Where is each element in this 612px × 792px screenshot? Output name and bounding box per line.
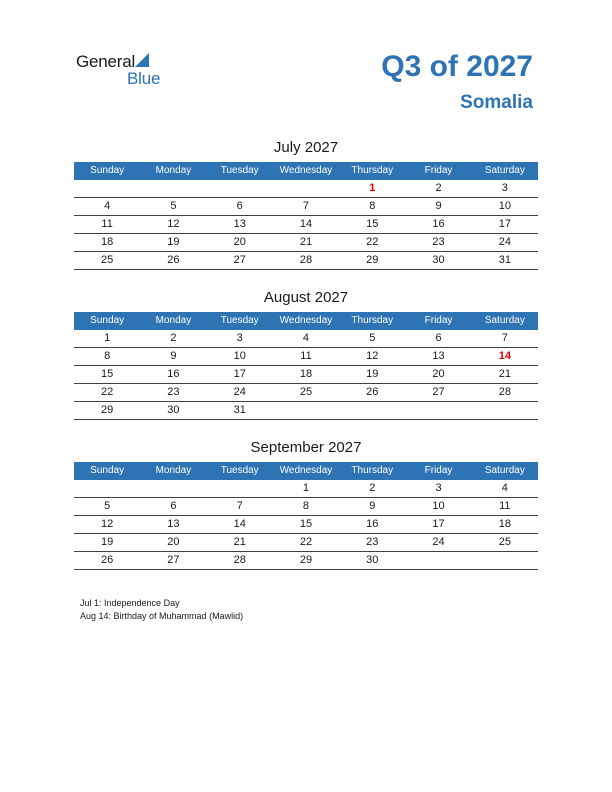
- day-cell: 14: [299, 218, 313, 230]
- day-cell: 9: [435, 200, 442, 212]
- weekday-label: Thursday: [351, 315, 394, 326]
- weekday-label: Monday: [155, 165, 192, 176]
- day-cell: 23: [167, 386, 180, 398]
- country-name: Somalia: [460, 92, 533, 113]
- weekday-label: Wednesday: [279, 165, 333, 176]
- weekday-label: Monday: [155, 465, 192, 476]
- weekday-label: Tuesday: [220, 165, 259, 176]
- day-cell: 16: [167, 368, 180, 380]
- day-cell: 6: [435, 332, 442, 344]
- day-cell: 31: [498, 254, 511, 266]
- day-cell: 24: [233, 386, 246, 398]
- day-cell: 3: [501, 182, 508, 194]
- day-cell: 5: [369, 332, 376, 344]
- day-cell: [472, 552, 538, 569]
- day-cell: 24: [432, 536, 445, 548]
- day-cell: 8: [302, 500, 310, 512]
- day-cell: 8: [104, 350, 111, 362]
- day-cell: [140, 180, 206, 197]
- month-title: July 2027: [273, 139, 339, 156]
- weekday-label: Wednesday: [279, 465, 333, 476]
- week-row: [74, 384, 538, 402]
- day-cell: 27: [233, 254, 246, 266]
- month-title: September 2027: [250, 439, 362, 456]
- day-cell: [405, 552, 471, 569]
- day-cell: 13: [233, 218, 246, 230]
- day-cell: [339, 402, 405, 419]
- day-cell: [140, 480, 206, 497]
- day-cell: 19: [167, 236, 180, 248]
- page-title: Q3 of 2027: [381, 50, 533, 83]
- day-cell: 25: [101, 254, 114, 266]
- day-cell: 12: [366, 350, 379, 362]
- week-row: [74, 216, 538, 234]
- day-cell: 17: [233, 368, 246, 380]
- day-cell: 3: [435, 482, 442, 494]
- holiday-notes: [80, 597, 243, 623]
- weekday-label: Sunday: [90, 465, 125, 476]
- day-cell: 7: [236, 500, 243, 512]
- weekday-label: Saturday: [484, 165, 525, 176]
- weekday-label: Thursday: [351, 165, 394, 176]
- day-cell: 30: [167, 404, 180, 416]
- day-cell: 30: [366, 554, 379, 566]
- day-cell: 27: [167, 554, 180, 566]
- day-cell: 26: [366, 386, 379, 398]
- day-cell: 22: [101, 386, 114, 398]
- day-cell: 17: [432, 518, 445, 530]
- day-cell: 22: [366, 236, 379, 248]
- day-cell: 20: [233, 236, 246, 248]
- day-cell: 11: [300, 350, 312, 362]
- day-cell: [74, 180, 140, 197]
- day-cell: [74, 480, 140, 497]
- week-row: [74, 348, 538, 366]
- day-cell: 27: [432, 386, 445, 398]
- brand-logo: [76, 52, 176, 88]
- day-cell: 13: [432, 350, 445, 362]
- day-cell: 25: [498, 536, 511, 548]
- day-cell: 10: [498, 200, 511, 212]
- week-row: [74, 234, 538, 252]
- week-row: [74, 402, 538, 420]
- day-cell: [405, 402, 471, 419]
- weekday-header: [74, 462, 538, 480]
- day-cell: 26: [101, 554, 114, 566]
- weekday-label: Saturday: [484, 315, 525, 326]
- day-cell: 19: [101, 536, 114, 548]
- day-cell: 17: [498, 218, 511, 230]
- logo-text-blue: Blue: [127, 69, 161, 88]
- weekday-label: Thursday: [351, 465, 394, 476]
- day-cell: 2: [435, 182, 442, 194]
- day-cell: 18: [498, 518, 511, 530]
- day-cell: 24: [498, 236, 511, 248]
- week-row: [74, 252, 538, 270]
- day-cell: 4: [501, 482, 508, 494]
- month-july: [74, 137, 538, 270]
- day-cell: 12: [167, 218, 180, 230]
- day-cell: 6: [170, 500, 177, 512]
- weekday-label: Sunday: [90, 315, 125, 326]
- day-cell: 15: [366, 218, 379, 230]
- day-cell: [207, 180, 273, 197]
- day-cell: [472, 402, 538, 419]
- week-row: [74, 198, 538, 216]
- holiday-note: Aug 14: Birthday of Muhammad (Mawlid): [80, 611, 244, 621]
- day-cell: 3: [236, 332, 243, 344]
- day-cell: 2: [170, 332, 177, 344]
- holiday-note: Jul 1: Independence Day: [80, 598, 180, 608]
- weekday-header: [74, 162, 538, 180]
- day-cell: 10: [432, 500, 445, 512]
- day-cell: 8: [369, 200, 376, 212]
- weekday-label: Friday: [424, 315, 453, 326]
- day-cell: 22: [299, 536, 313, 548]
- day-cell: 12: [101, 518, 114, 530]
- day-cell: 10: [233, 350, 246, 362]
- weekday-label: Tuesday: [220, 315, 259, 326]
- day-cell: 29: [101, 404, 114, 416]
- day-cell: 7: [501, 332, 508, 344]
- day-cell: 30: [432, 254, 445, 266]
- day-cell: 11: [499, 500, 511, 512]
- week-row: [74, 498, 538, 516]
- week-row: [74, 534, 538, 552]
- day-cell: 29: [299, 554, 313, 566]
- day-cell: [273, 180, 339, 197]
- week-row: [74, 366, 538, 384]
- month-title: August 2027: [263, 289, 349, 306]
- day-cell: 1: [302, 482, 310, 494]
- day-cell: 5: [104, 500, 111, 512]
- day-cell: [273, 402, 339, 419]
- day-cell: 31: [233, 404, 246, 416]
- day-cell: 15: [101, 368, 114, 380]
- logo-text-general: General: [76, 52, 136, 71]
- day-cell: 18: [101, 236, 114, 248]
- day-cell: 23: [432, 236, 445, 248]
- weekday-label: Friday: [424, 465, 453, 476]
- day-cell: 6: [236, 200, 243, 212]
- month-august: [74, 287, 538, 420]
- day-cell: 29: [366, 254, 379, 266]
- weekday-label: Wednesday: [279, 315, 333, 326]
- weekday-label: Tuesday: [220, 465, 259, 476]
- day-cell: 18: [299, 368, 313, 380]
- holiday-day-cell: 14: [498, 350, 511, 362]
- day-cell: 5: [170, 200, 177, 212]
- month-september: [74, 437, 538, 570]
- day-cell: 2: [369, 482, 376, 494]
- day-cell: 4: [302, 332, 310, 344]
- day-cell: 13: [167, 518, 180, 530]
- day-cell: 20: [167, 536, 180, 548]
- week-row: [74, 516, 538, 534]
- day-cell: 28: [233, 554, 246, 566]
- day-cell: 19: [366, 368, 379, 380]
- week-row: [74, 480, 538, 498]
- day-cell: 20: [432, 368, 445, 380]
- day-cell: 16: [432, 218, 445, 230]
- day-cell: 1: [104, 332, 111, 344]
- day-cell: 15: [299, 518, 313, 530]
- day-cell: 4: [104, 200, 111, 212]
- day-cell: 14: [233, 518, 246, 530]
- week-row: [74, 330, 538, 348]
- day-cell: 25: [299, 386, 313, 398]
- week-row: [74, 180, 538, 198]
- day-cell: 16: [366, 518, 379, 530]
- day-cell: [207, 480, 273, 497]
- day-cell: 7: [302, 200, 310, 212]
- weekday-label: Sunday: [90, 165, 125, 176]
- day-cell: 23: [366, 536, 379, 548]
- logo-triangle-icon: [135, 53, 149, 67]
- weekday-header: [74, 312, 538, 330]
- day-cell: 21: [233, 536, 246, 548]
- day-cell: 11: [101, 218, 113, 230]
- week-row: [74, 552, 538, 570]
- weekday-label: Monday: [155, 315, 192, 326]
- weekday-label: Saturday: [484, 465, 525, 476]
- day-cell: 28: [299, 254, 313, 266]
- day-cell: 21: [498, 368, 511, 380]
- holiday-day-cell: 1: [369, 182, 376, 194]
- day-cell: 9: [170, 350, 177, 362]
- day-cell: 28: [498, 386, 511, 398]
- weekday-label: Friday: [424, 165, 453, 176]
- day-cell: 26: [167, 254, 180, 266]
- day-cell: 9: [369, 500, 376, 512]
- day-cell: 21: [299, 236, 313, 248]
